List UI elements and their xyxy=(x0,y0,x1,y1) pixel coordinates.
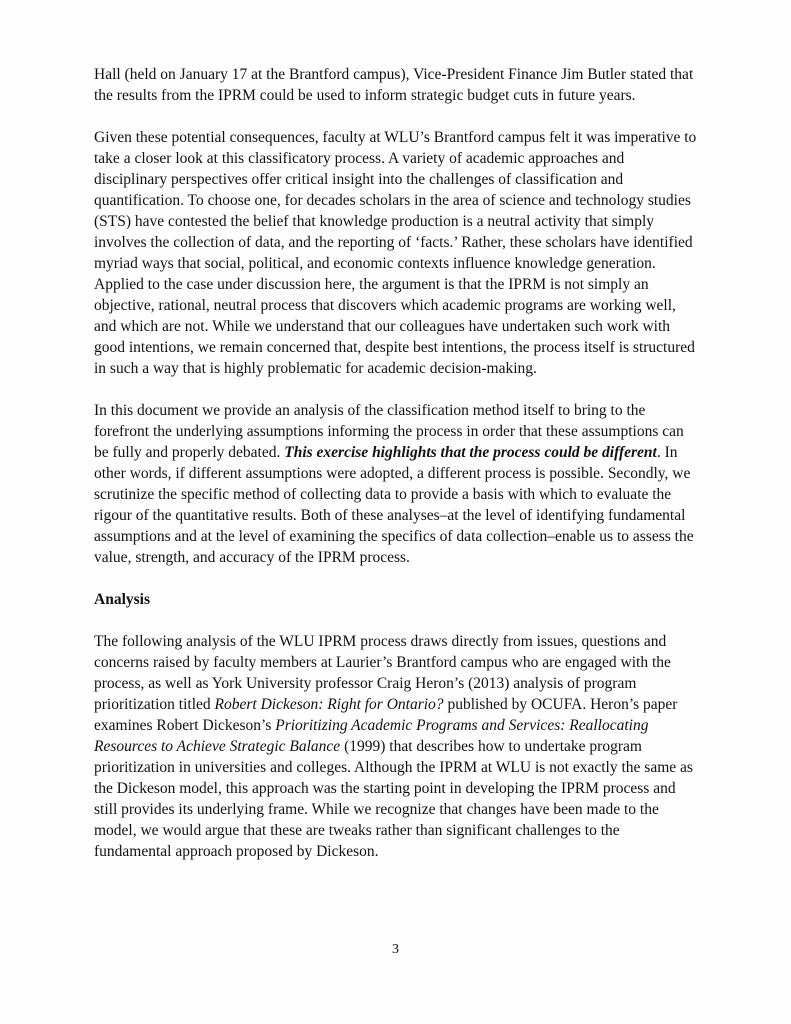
text-run: The following analysis of the WLU IPRM process draws directly from issues, questions and concerns raised by faculty members at Laurier’s Brantford campus who are engaged with the process, as well as York University professor Craig Heron’s (2013) analysis of program prioritization titled xyxy=(94,633,671,713)
text-run: . In other words, if different assumptions were adopted, a different process is possible. Secondly, we scrutinize the specific method of collecting data to provide a basis with which to evaluate the rigour of the quantitative results. Both of these analyses–at the level of identifying fundamental assumptions and at the level of examining the specifics of data collection–enable us to assess the value, strength, and accuracy of the IPRM process. xyxy=(94,444,694,566)
paragraph xyxy=(94,64,698,106)
text-run: In this document we provide an analysis of the classification method itself to bring to the forefront the underlying assumptions informing the process in order that these assumptions can be fully and properly debated. xyxy=(94,402,684,461)
section-heading-analysis: Analysis xyxy=(94,591,150,608)
document-content xyxy=(94,64,698,883)
page-number: 3 xyxy=(392,942,399,957)
text-run: Given these potential consequences, faculty at WLU’s Brantford campus felt it was imperative to take a closer look at this classificatory process. A variety of academic approaches and disciplinary perspectives offer critical insight into the challenges of classification and quantification. To choose one, for decades scholars in the area of science and technology studies (STS) have contested the belief that knowledge production is a neutral activity that simply involves the collection of data, and the reporting of ‘facts.’ Rather, these scholars have identified myriad ways that social, political, and economic contexts influence knowledge generation. Applied to the case under discussion here, the argument is that the IPRM is not simply an objective, rational, neutral process that discovers which academic programs are working well, and which are not. While we understand that our colleagues have undertaken such work with good intentions, we remain concerned that, despite best intentions, the process itself is structured in such a way that is highly problematic for academic decision-making. xyxy=(94,129,697,377)
paragraph xyxy=(94,631,698,862)
text-run-emphasis: This exercise highlights that the process could be different xyxy=(284,444,657,461)
text-run: (1999) that describes how to undertake program prioritization in universities and colleges. Although the IPRM at WLU is not exactly the same as the Dickeson model, this approach was the starting point in developing the IPRM process and still provides its underlying frame. While we recognize that changes have been made to the model, we would argue that these are tweaks rather than significant challenges to the fundamental approach proposed by Dickeson. xyxy=(94,738,693,860)
paragraph xyxy=(94,400,698,568)
page-footer xyxy=(0,941,791,959)
paragraph xyxy=(94,127,698,379)
text-run-title: Prioritizing Academic Programs and Services: Reallocating Resources to Achieve Strategic Balance xyxy=(94,717,649,755)
text-run: Hall (held on January 17 at the Brantford campus), Vice-President Finance Jim Butler stated that the results from the IPRM could be used to inform strategic budget cuts in future years. xyxy=(94,66,694,104)
text-run-title: Robert Dickeson: Right for Ontario? xyxy=(214,696,444,713)
text-run: published by OCUFA. Heron’s paper examines Robert Dickeson’s xyxy=(94,696,678,734)
